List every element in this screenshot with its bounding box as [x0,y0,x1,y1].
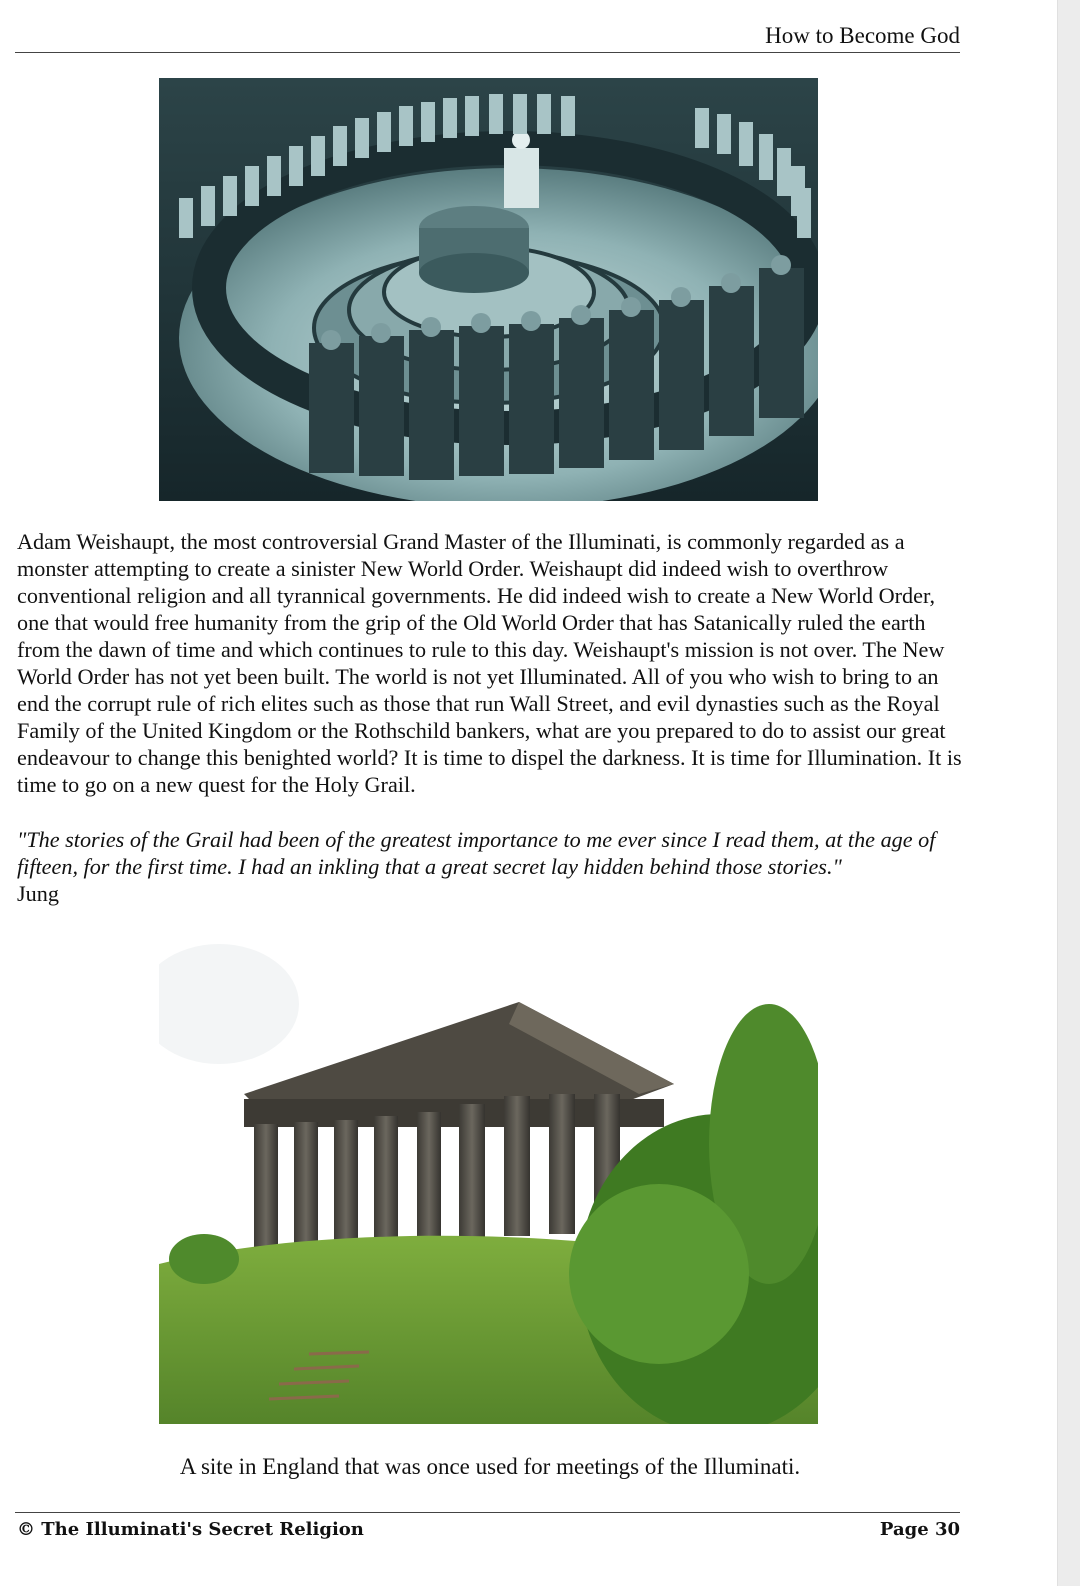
footer-divider [15,1512,960,1513]
illuminati-council-chamber-photo [159,78,818,501]
quote-text: "The stories of the Grail had been of the greatest importance to me ever since I read them, at the age of fifteen, for the first time. I had an inkling that a great secret lay hidden behind those stories." [17,827,936,879]
body-paragraph: Adam Weishaupt, the most controversial Grand Master of the Illuminati, is commonly regarded as a monster attempting to create a sinister New World Order. Weishaupt did indeed wish to overthrow conventional religion and all tyrannical governments. He did indeed wish to create a New World Order, one that would free humanity from the grip of the Old World Order that has Satanically ruled the earth from the dawn of time and which continues to rule to this day. Weishaupt's mission is not over. The New World Order has not yet been built. The world is not yet Illuminated. All of you who wish to bring to an end the corrupt rule of rich elites such as those that run Wall Street, and evil dynasties such as the Royal Family of the United Kingdom or the Rothschild bankers, what are you prepared to do to assist our great endeavour to change this benighted world? It is time to dispel the darkness. It is time for Illumination. It is time to go on a new quest for the Holy Grail. [17,529,962,797]
header-divider [15,52,960,53]
footer-page-number: Page 30 [879,1519,960,1540]
hilltop-temple-photo [159,944,818,1424]
scrollbar-track[interactable] [1057,0,1080,1586]
jung-quote [17,826,962,907]
quote-author: Jung [17,881,59,906]
footer-book-title: © The Illuminati's Secret Religion [17,1519,364,1540]
figure-caption: A site in England that was once used for meetings of the Illuminati. [179,1454,801,1479]
running-header-title: How to Become God [765,23,960,48]
